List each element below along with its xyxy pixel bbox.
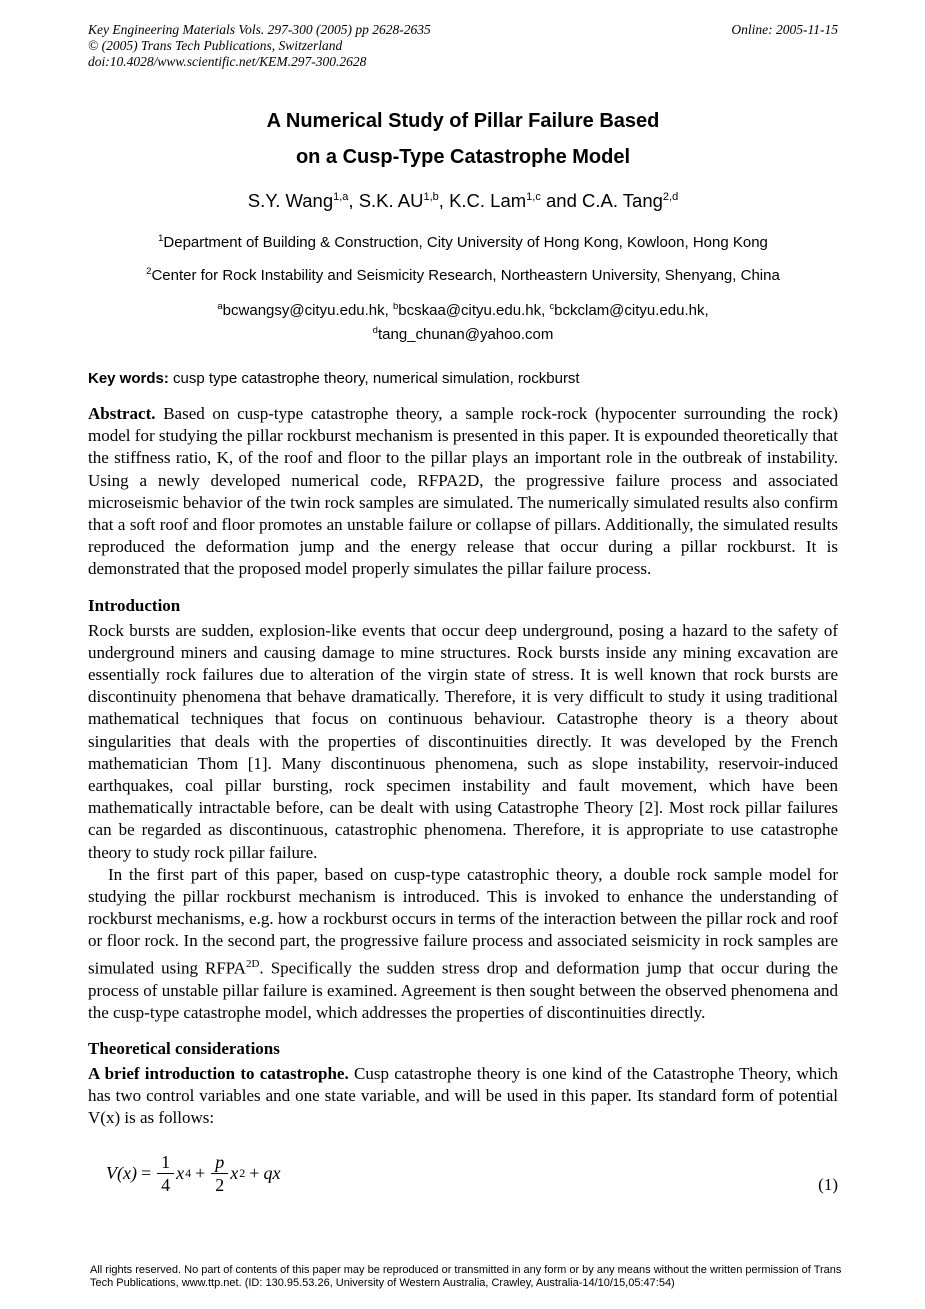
email-c-mark: c xyxy=(549,301,555,312)
eq-term-1-exponent: 4 xyxy=(185,1165,192,1180)
section-heading-theoretical: Theoretical considerations xyxy=(88,1038,280,1058)
author-2: S.K. AU xyxy=(358,190,424,211)
online-date: Online: 2005-11-15 xyxy=(731,22,838,37)
eq-equals: = xyxy=(140,1162,152,1183)
author-1-affil-mark: 1,a xyxy=(333,190,349,203)
doi-line: doi:10.4028/www.scientific.net/KEM.297-300.2628 xyxy=(88,54,367,69)
email-b-mark: b xyxy=(392,301,399,312)
eq-plus-1: + xyxy=(195,1162,206,1183)
eq-term-2-var: x xyxy=(230,1162,239,1183)
author-1: S.Y. Wang xyxy=(247,190,334,211)
section-heading-introduction: Introduction xyxy=(88,595,181,615)
affiliation-1-text: Department of Building & Construction, City University of Hong Kong, Kowloon, Hong Kong xyxy=(163,234,768,251)
abstract-label: Abstract. xyxy=(88,404,156,423)
email-d: tang_chunan@yahoo.com xyxy=(377,326,554,343)
eq-lhs-arg: (x) xyxy=(117,1162,137,1183)
abstract xyxy=(88,403,838,581)
copyright-footer xyxy=(90,1264,865,1290)
eq-fraction-1 xyxy=(157,1152,174,1195)
author-separator: , xyxy=(348,190,359,211)
paper-title-line2: on a Cusp-Type Catastrophe Model xyxy=(295,146,631,168)
eq-fraction-2-denominator: 2 xyxy=(215,1174,225,1195)
affiliation-2-text: Center for Rock Instability and Seismicity Research, Northeastern University, Shenyang, China xyxy=(151,267,780,284)
author-3-affil-mark: 1,c xyxy=(526,190,541,203)
theory-paragraph-text: Cusp catastrophe theory is one kind of the Catastrophe Theory, which has two control variables and one state variable, and will be used in this paper. Its standard form of potential V(x) is as follows: xyxy=(88,1063,838,1128)
introduction-paragraph-2-rest: . Specifically the sudden stress drop and deformation jump that occur during the process of unstable pillar failure is examined. Agreement is then sought between the observed phenomena and the cusp-type catastrophe model, which addresses the properties of discontinuities directly. xyxy=(88,958,839,1022)
author-separator: , xyxy=(438,190,450,211)
introduction-paragraph-2 xyxy=(88,864,838,1024)
introduction-paragraph-1: Rock bursts are sudden, explosion-like events that occur deep underground, posing a hazard to the safety of underground miners and causing damage to mine structures. Rock bursts inside any mining excavation are essentially rock failures due to alteration of the virgin state of stress. It is well known that rock bursts are discontinuity phenomena that behave dramatically. Therefore, it is very difficult to study it using traditional mathematical techniques that focus on continuous behaviour. Catastrophe theory is a theory about singularities that deals with the properties of discontinuities directly. It was developed by the French mathematician Thom [1]. Many discontinuous phenomena, such as slope instability, reservoir-induced earthquakes, coal pillar bursting, rock specimen instability and fault movement, which have been mathematically intractable before, can be dealt with using Catastrophe Theory [2]. Most rock pillar failures can be regarded as discontinuous, catastrophic phenomena. Therefore, it is appropriate to use catastrophe theory to study rock pillar failure. xyxy=(88,620,838,862)
paper-title xyxy=(88,110,838,169)
introduction-paragraph-2-text: In the first part of this paper, based on cusp-type catastrophic theory, a double rock sample model for studying the pillar rockburst mechanism is introduced. This is invoked to enhance the understanding of rockburst mechanisms, e.g. how a rockburst occurs in terms of the interaction between the pillar rock and roof or floor rock. In the second part, the progressive failure process and associated seismicity in rock samples are simulated using RFPA xyxy=(88,864,838,978)
eq-term-2-exponent: 2 xyxy=(239,1165,246,1180)
paper-title-line1: A Numerical Study of Pillar Failure Based xyxy=(266,110,660,132)
footer-line-1: All rights reserved. No part of contents of this paper may be reproduced or transmitted in any form or by any means without the written permission of Trans xyxy=(90,1264,842,1276)
equation-number: (1) xyxy=(818,1174,838,1194)
affiliation-1 xyxy=(88,229,838,252)
affiliation-2 xyxy=(88,262,838,285)
author-4-affil-mark: 2,d xyxy=(662,190,679,203)
copyright-line: © (2005) Trans Tech Publications, Switzerland xyxy=(88,38,343,53)
email-c: bckclam@cityu.edu.hk, xyxy=(554,302,709,319)
theory-paragraph-lead: A brief introduction to catastrophe. xyxy=(88,1063,349,1083)
affiliation-2-mark: 2 xyxy=(146,266,152,277)
author-list xyxy=(88,190,838,212)
keywords xyxy=(88,370,838,387)
author-emails xyxy=(88,297,838,345)
author-4: C.A. Tang xyxy=(582,190,663,211)
eq-fraction-1-denominator: 4 xyxy=(161,1174,171,1195)
footer-line-2: Tech Publications, www.ttp.net. (ID: 130.95.53.26, University of Western Australia, Crawley, Australia-14/10/15,05:47:54) xyxy=(90,1277,675,1289)
email-a: bcwangsy@cityu.edu.hk, xyxy=(222,302,393,319)
author-2-affil-mark: 1,b xyxy=(423,190,439,203)
keywords-text: cusp type catastrophe theory, numerical simulation, rockburst xyxy=(168,370,580,387)
email-line-2 xyxy=(88,321,838,345)
equation-row xyxy=(88,1152,838,1195)
affiliation-1-mark: 1 xyxy=(158,233,164,244)
theory-paragraph xyxy=(88,1063,838,1130)
author-separator: and xyxy=(540,190,583,211)
eq-plus-2: + xyxy=(249,1162,260,1183)
abstract-text: Based on cusp-type catastrophe theory, a sample rock-rock (hypocenter surrounding the rock) model for studying the pillar rockburst mechanism is presented in this paper. It is expounded theoretically that the stiffness ratio, K, of the roof and floor to the pillar plays an important role in the outbreak of instability. Using a newly developed numerical code, RFPA2D, the progressive failure process and associated microseismic behavior of the twin rock samples are simulated. The numerically simulated results also confirm that a soft roof and floor promotes an unstable failure or collapse of pillars. Additionally, the simulated results reproduced the deformation jump and the energy release that occur during a pillar rockburst. It is demonstrated that the proposed model properly simulates the pillar failure process. xyxy=(88,404,838,579)
eq-fraction-2 xyxy=(211,1152,228,1195)
keywords-label: Key words: xyxy=(88,370,169,387)
publication-header xyxy=(88,22,838,70)
rfpa-superscript: 2D xyxy=(245,957,260,970)
eq-fraction-2-numerator: p xyxy=(211,1152,228,1174)
email-line-1 xyxy=(88,297,838,321)
eq-term-3: qx xyxy=(263,1162,281,1183)
journal-citation: Key Engineering Materials Vols. 297-300 (2005) pp 2628-2635 xyxy=(88,22,431,37)
eq-fraction-1-numerator: 1 xyxy=(157,1152,174,1174)
author-3: K.C. Lam xyxy=(449,190,527,211)
email-d-mark: d xyxy=(372,325,378,336)
publication-info xyxy=(88,22,431,70)
equation-1 xyxy=(106,1152,280,1195)
eq-term-1-var: x xyxy=(176,1162,185,1183)
email-b: bcskaa@cityu.edu.hk, xyxy=(398,302,550,319)
eq-lhs: V xyxy=(106,1162,117,1183)
email-a-mark: a xyxy=(217,301,223,312)
